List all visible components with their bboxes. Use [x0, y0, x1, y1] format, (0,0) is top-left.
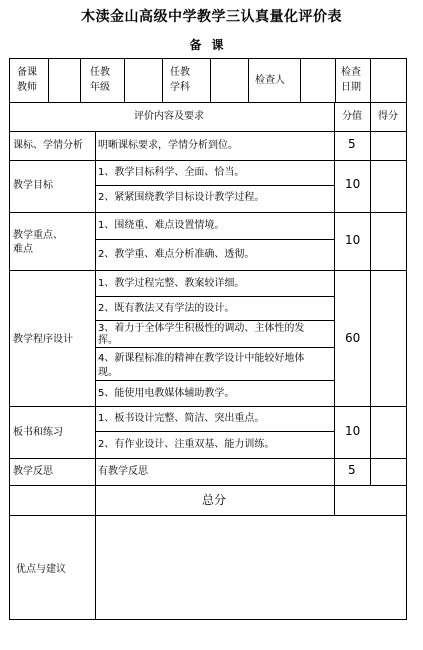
grade-label: 年级: [90, 82, 110, 93]
col-divider: [80, 58, 81, 102]
col-divider: [210, 58, 211, 102]
criterion-text: 1、围绕重、难点设置情境。: [98, 220, 225, 231]
criterion-text: 3、着力于全体学生积极性的调动、主体性的发: [98, 323, 305, 334]
criterion-text: 2、紧紧围绕教学目标设计教学过程。: [98, 192, 265, 203]
row-divider: [95, 296, 334, 297]
grade-label: 任教: [90, 67, 110, 78]
col-divider: [124, 58, 125, 102]
row-divider: [9, 458, 407, 459]
col-divider: [370, 58, 371, 102]
row-divider: [95, 185, 334, 186]
criterion-text: 1、教学目标科学、全面、恰当。: [98, 167, 245, 178]
row-divider: [9, 102, 407, 103]
criterion-text: 挥。: [98, 335, 118, 346]
category-label: 教学反思: [13, 466, 53, 477]
criterion-text: 5、能使用电教媒体辅助教学。: [98, 388, 235, 399]
points-value: 10: [345, 177, 361, 191]
criterion-text: 4、新课程标准的精神在教学设计中能较好地体: [98, 353, 305, 364]
table-border-bottom: [9, 619, 407, 620]
subject-label: 学科: [170, 82, 190, 93]
row-divider: [95, 347, 334, 348]
row-divider: [9, 485, 407, 486]
table-border-top: [9, 58, 407, 59]
date-label: 检查: [341, 67, 361, 78]
table-border-right: [406, 58, 407, 620]
row-divider: [9, 212, 407, 213]
criterion-text: 1、教学过程完整、教案较详细。: [98, 278, 245, 289]
category-label: 教学重点、: [13, 230, 63, 241]
col-divider: [334, 102, 335, 515]
checker-label: 检查人: [255, 75, 285, 86]
criterion-text: 明晰课标要求，学情分析到位。: [98, 140, 238, 151]
total-label: 总分: [202, 493, 227, 507]
points-header: 分值: [342, 111, 362, 122]
col-divider: [248, 58, 249, 102]
col-divider: [162, 58, 163, 102]
col-divider: [300, 58, 301, 102]
row-divider: [9, 160, 407, 161]
points-value: 10: [345, 424, 361, 438]
row-divider: [9, 515, 407, 516]
row-divider: [9, 270, 407, 271]
advice-label: 优点与建议: [16, 564, 66, 575]
row-divider: [95, 431, 334, 432]
points-value: 5: [348, 463, 356, 477]
criterion-text: 现。: [98, 367, 118, 378]
teacher-label: 备课: [17, 67, 37, 78]
col-divider: [335, 58, 336, 102]
category-label: 教学目标: [13, 180, 53, 191]
page-title: 木渎金山高级中学教学三认真量化评价表: [81, 9, 342, 25]
row-divider: [9, 131, 407, 132]
row-divider: [95, 239, 334, 240]
category-label: 课标、学情分析: [13, 140, 83, 151]
category-label: 教学程序设计: [13, 334, 73, 345]
criterion-text: 2、既有教法又有学法的设计。: [98, 303, 235, 314]
page-subtitle: 备课: [189, 38, 234, 52]
points-value: 5: [348, 137, 356, 151]
category-label: 难点: [13, 244, 33, 255]
criterion-text: 1、板书设计完整、简洁、突出重点。: [98, 413, 265, 424]
points-value: 10: [345, 233, 361, 247]
content-header: 评价内容及要求: [134, 111, 204, 122]
date-label: 日期: [341, 82, 361, 93]
subject-label: 任教: [170, 67, 190, 78]
col-divider: [95, 131, 96, 620]
row-divider: [95, 320, 334, 321]
teacher-label: 教师: [17, 82, 37, 93]
criterion-text: 有教学反思: [98, 466, 148, 477]
criterion-text: 2、教学重、难点分析准确、透彻。: [98, 249, 255, 260]
score-header: 得分: [378, 111, 398, 122]
table-border-left: [9, 58, 10, 620]
criterion-text: 2、有作业设计、注重双基、能力训练。: [98, 439, 275, 450]
points-value: 60: [345, 331, 361, 345]
col-divider: [48, 58, 49, 102]
row-divider: [9, 406, 407, 407]
col-divider: [370, 102, 371, 485]
category-label: 板书和练习: [13, 427, 63, 438]
row-divider: [95, 380, 334, 381]
